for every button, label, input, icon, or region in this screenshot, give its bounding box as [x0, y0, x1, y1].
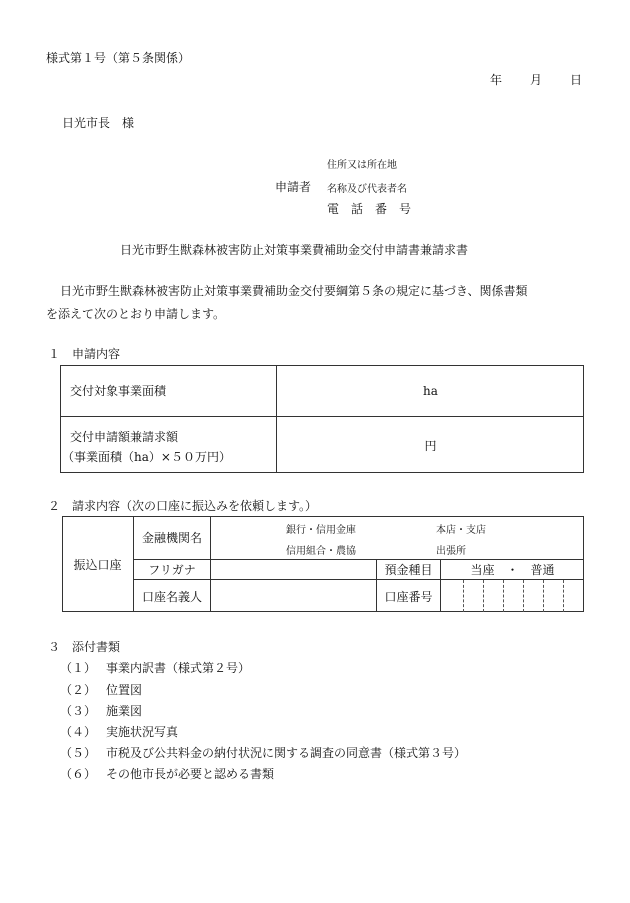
attachment-text: 事業内訳書（様式第２号）: [106, 661, 251, 675]
deposit-type-label: 預金種目: [384, 562, 433, 577]
body-text-line1: 日光市野生獣森林被害防止対策事業費補助金交付要綱第５条の規定に基づき、関係書類: [60, 284, 528, 298]
attachment-text: その他市長が必要と認める書類: [106, 767, 275, 781]
branch-type-1: 本店・支店: [436, 525, 486, 536]
account-holder-label: 口座名義人: [141, 589, 202, 604]
date-day: 日: [570, 73, 583, 87]
attachment-text: 市税及び公共料金の納付状況に関する調査の同意書（様式第３号）: [106, 746, 467, 760]
applicant-address-label: 住所又は所在地: [327, 160, 397, 171]
attachment-num: （２）: [60, 683, 97, 697]
digit-separator: [463, 580, 464, 612]
attachment-item: [60, 681, 142, 698]
section3-heading: ３ 添付書類: [48, 640, 121, 654]
amount-label: 交付申請額兼請求額: [70, 430, 179, 444]
digit-separator: [543, 580, 544, 612]
attachment-item: [60, 723, 178, 740]
area-label: 交付対象事業面積: [70, 384, 167, 398]
amount-sublabel: （事業面積（ha）×５０万円）: [62, 450, 231, 464]
applicant-label: 申請者: [275, 180, 312, 194]
attachment-text: 実施状況写真: [106, 725, 179, 739]
attachment-num: （１）: [60, 661, 97, 675]
bank-type-2: 信用組合・農協: [286, 546, 356, 557]
attachment-item: [60, 765, 274, 782]
digit-separator: [503, 580, 504, 612]
attachment-item: [60, 659, 250, 676]
branch-type-2: 出張所: [436, 546, 466, 557]
date-month: 月: [530, 73, 543, 87]
furigana-label: フリガナ: [148, 562, 196, 577]
attachment-item: [60, 702, 142, 719]
form-number: 様式第１号（第５条関係）: [46, 51, 191, 65]
section1-heading: １ 申請内容: [48, 347, 121, 361]
digit-separator: [523, 580, 524, 612]
attachment-text: 位置図: [106, 683, 143, 697]
attachment-num: （６）: [60, 767, 97, 781]
attachment-item: [60, 744, 466, 761]
attachment-num: （５）: [60, 746, 97, 760]
attachment-num: （４）: [60, 725, 97, 739]
body-text-line2: を添えて次のとおり申請します。: [46, 307, 226, 321]
attachment-text: 施業図: [106, 704, 143, 718]
digit-separator: [483, 580, 484, 612]
section2-heading: ２ 請求内容（次の口座に振込みを依頼します。）: [48, 499, 318, 513]
deposit-options: 当座 ・ 普通: [470, 562, 555, 577]
divider: [210, 516, 211, 612]
account-label: 振込口座: [73, 557, 122, 572]
applicant-name-label: 名称及び代表者名: [327, 184, 407, 195]
bank-type-1: 銀行・信用金庫: [286, 525, 356, 536]
bank-name-label: 金融機関名: [141, 531, 202, 545]
applicant-phone-label: 電 話 番 号: [327, 202, 412, 216]
account-number-label: 口座番号: [384, 589, 433, 604]
document-title: 日光市野生獣森林被害防止対策事業費補助金交付申請書兼請求書: [120, 243, 469, 257]
date-year: 年: [490, 73, 503, 87]
digit-separator: [563, 580, 564, 612]
addressee: 日光市長 様: [62, 116, 135, 130]
area-unit: ha: [423, 383, 438, 398]
amount-unit: 円: [424, 438, 437, 453]
attachment-num: （３）: [60, 704, 97, 718]
